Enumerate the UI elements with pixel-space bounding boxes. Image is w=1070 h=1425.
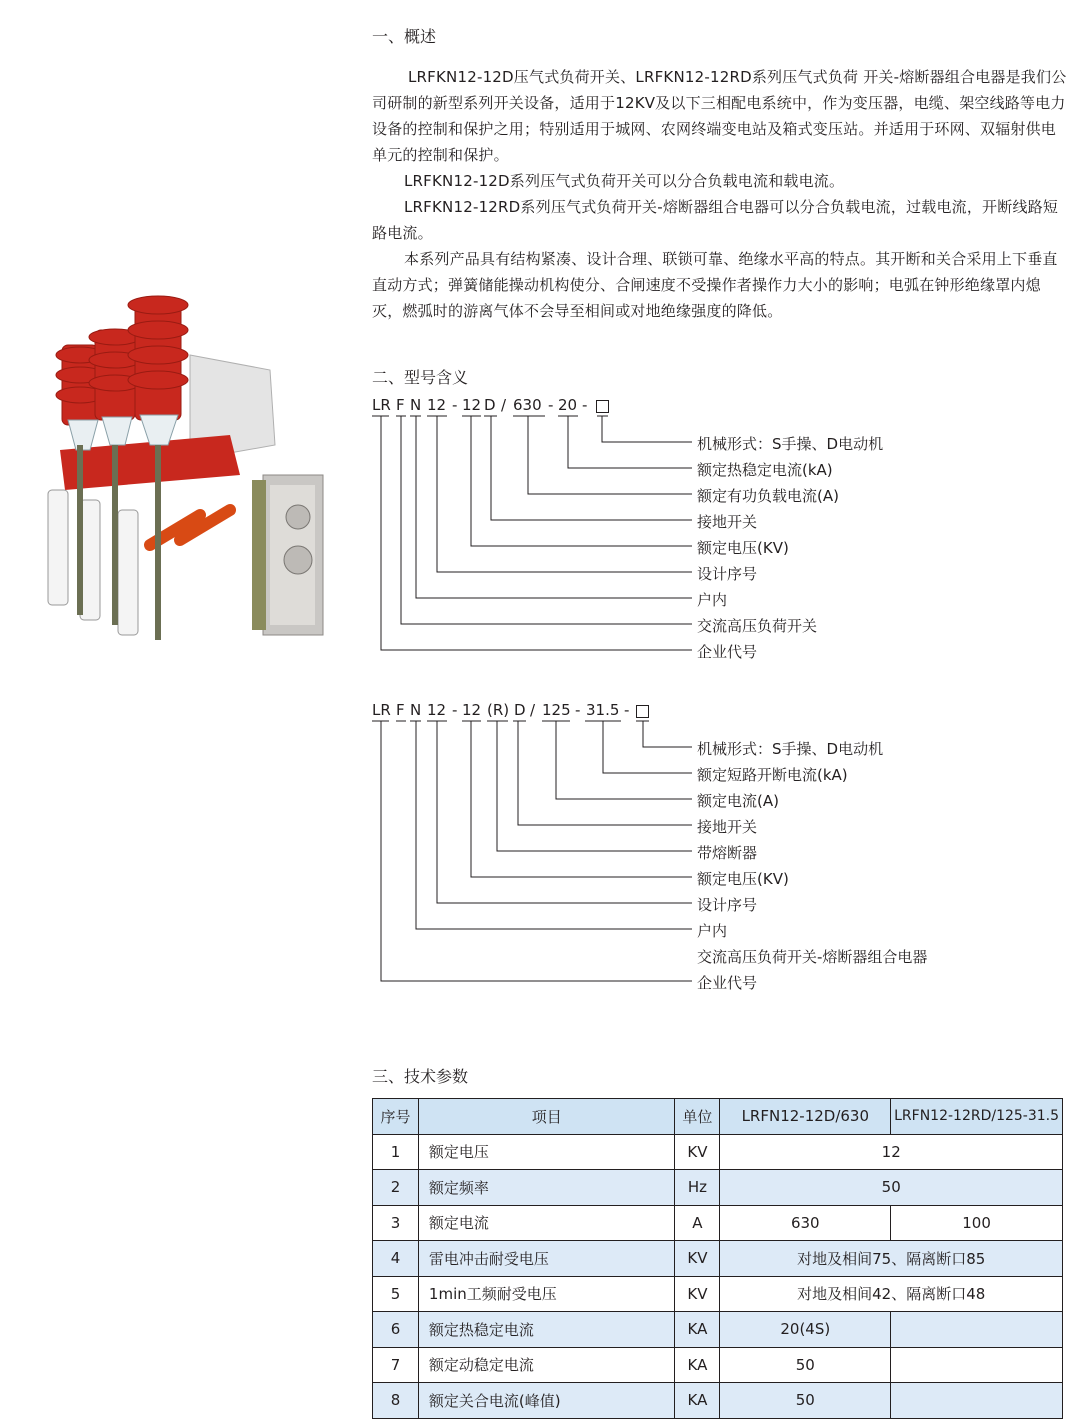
section-heading-overview: 一、概述: [372, 27, 437, 46]
cell-item: 额定频率: [418, 1170, 675, 1206]
tech-params-table: [372, 1098, 1063, 1419]
code2-label: 带熔断器: [697, 844, 758, 862]
header-item: 项目: [418, 1099, 675, 1135]
overview-paragraph: 本系列产品具有结构紧凑、设计合理、联锁可靠、绝缘水平高的特点。其开断和关合采用上下垂直直动方式；弹簧储能操动机构使分、合闸速度不受操作者操作力大小的影响；电弧在钟形绝缘罩内熄灭，燃弧时的游离气体不会导至相间或对地绝缘强度的降低。: [372, 250, 1058, 320]
cell-value-a: 20(4S): [720, 1312, 891, 1348]
cell-item: 额定动稳定电流: [418, 1347, 675, 1383]
placeholder-box-icon: [636, 705, 649, 718]
code-part: 12: [462, 701, 482, 719]
section-heading-tech-params: 三、技术参数: [372, 1067, 469, 1086]
code-part: N: [410, 701, 422, 719]
cell-value: 50: [720, 1170, 1063, 1206]
cell-item: 额定电压: [418, 1134, 675, 1170]
code-part: F: [396, 701, 405, 719]
cell-value-b: 100: [891, 1205, 1063, 1241]
cell-no: 6: [373, 1312, 419, 1348]
code-part: /: [501, 396, 507, 414]
code-part: (R): [487, 701, 510, 719]
cell-no: 4: [373, 1241, 419, 1277]
code1-label: 户内: [697, 591, 728, 609]
table-row: [373, 1241, 1063, 1277]
cell-value-a: 50: [720, 1347, 891, 1383]
code-part: 31.5: [586, 701, 620, 719]
table-row: [373, 1276, 1063, 1312]
cell-unit: KV: [675, 1276, 720, 1312]
table-row: [373, 1383, 1063, 1419]
table-row: [373, 1134, 1063, 1170]
code2-label: 企业代号: [697, 974, 758, 992]
cell-unit: KV: [675, 1241, 720, 1277]
code2-label: 机械形式：S手操、D电动机: [697, 740, 884, 758]
cell-value-a: 630: [720, 1205, 891, 1241]
code1-label: 企业代号: [697, 643, 758, 661]
code-part: 125: [542, 701, 571, 719]
code-part: -: [624, 701, 630, 719]
placeholder-box-icon: [596, 400, 609, 413]
code1-label: 额定电压(KV): [697, 539, 789, 557]
code2-label: 交流高压负荷开关-熔断器组合电器: [697, 948, 928, 966]
code-part: -: [452, 396, 458, 414]
code1-label: 设计序号: [697, 565, 758, 583]
cell-no: 5: [373, 1276, 419, 1312]
code-part: 630: [513, 396, 542, 414]
table-row: [373, 1205, 1063, 1241]
cell-value-b: [891, 1312, 1063, 1348]
cell-unit: A: [675, 1205, 720, 1241]
code2-label: 户内: [697, 922, 728, 940]
code1-label: 机械形式：S手操、D电动机: [697, 435, 884, 453]
table-header-row: [373, 1099, 1063, 1135]
cell-no: 1: [373, 1134, 419, 1170]
cell-value-b: [891, 1347, 1063, 1383]
overview-paragraph: LRFKN12-12D压气式负荷开关、LRFKN12-12RD系列压气式负荷 开关-熔断器组合电器是我们公司研制的新型系列开关设备，适用于12KV及以下三相配电系统中，作为变压器，电缆、架空线路等电力设备的控制和保护之用；特别适用于城网、农网终端变电站及箱式变压站。并适用于环网、双辐射供电单元的控制和保护。: [372, 68, 1067, 164]
cell-unit: KA: [675, 1383, 720, 1419]
cell-unit: KA: [675, 1312, 720, 1348]
cell-value: 对地及相间42、隔离断口48: [720, 1276, 1063, 1312]
cell-value: 对地及相间75、隔离断口85: [720, 1241, 1063, 1277]
code-part: LR: [372, 396, 391, 414]
code2-label: 设计序号: [697, 896, 758, 914]
code-part: D: [514, 701, 526, 719]
table-row: [373, 1312, 1063, 1348]
cell-item: 额定热稳定电流: [418, 1312, 675, 1348]
code-part: F: [396, 396, 405, 414]
section-heading-model-meaning: 二、型号含义: [372, 368, 469, 387]
code-part: -: [452, 701, 458, 719]
cell-unit: KA: [675, 1347, 720, 1383]
load-switch-product-photo: [40, 285, 360, 675]
code1-label: 额定有功负载电流(A): [697, 487, 839, 505]
code-part: /: [530, 701, 536, 719]
code-part: 20: [558, 396, 578, 414]
cell-no: 7: [373, 1347, 419, 1383]
code-part: 12: [427, 396, 447, 414]
header-model-a: LRFN12-12D/630: [720, 1099, 891, 1135]
code-part: -: [582, 396, 588, 414]
code1-label: 接地开关: [697, 513, 758, 531]
code2-label: 额定电流(A): [697, 792, 779, 810]
code2-label: 额定短路开断电流(kA): [697, 766, 848, 784]
code-part: -: [548, 396, 554, 414]
cell-value-b: [891, 1383, 1063, 1419]
code1-label: 额定热稳定电流(kA): [697, 461, 833, 479]
overview-paragraph: LRFKN12-12D系列压气式负荷开关可以分合负载电流和载电流。: [404, 172, 845, 190]
cell-no: 3: [373, 1205, 419, 1241]
cell-unit: KV: [675, 1134, 720, 1170]
cell-item: 额定关合电流(峰值): [418, 1383, 675, 1419]
cell-item: 雷电冲击耐受电压: [418, 1241, 675, 1277]
code2-label: 接地开关: [697, 818, 758, 836]
code-part: -: [575, 701, 581, 719]
cell-value-a: 50: [720, 1383, 891, 1419]
overview-paragraph: LRFKN12-12RD系列压气式负荷开关-熔断器组合电器可以分合负载电流，过载电流，开断线路短路电流。: [372, 198, 1059, 242]
cell-item: 1min工频耐受电压: [418, 1276, 675, 1312]
table-row: [373, 1347, 1063, 1383]
code2-label: 额定电压(KV): [697, 870, 789, 888]
header-model-b: LRFN12-12RD/125-31.5: [891, 1099, 1063, 1135]
cell-unit: Hz: [675, 1170, 720, 1206]
code1-label: 交流高压负荷开关: [697, 617, 818, 635]
cell-no: 8: [373, 1383, 419, 1419]
code-part: D: [484, 396, 496, 414]
cell-item: 额定电流: [418, 1205, 675, 1241]
code-part: LR: [372, 701, 391, 719]
code-part: 12: [427, 701, 447, 719]
code-part: N: [410, 396, 422, 414]
cell-value: 12: [720, 1134, 1063, 1170]
header-no: 序号: [373, 1099, 419, 1135]
code-part: 12: [462, 396, 482, 414]
cell-no: 2: [373, 1170, 419, 1206]
overview-text: [372, 64, 1068, 324]
table-row: [373, 1170, 1063, 1206]
header-unit: 单位: [675, 1099, 720, 1135]
